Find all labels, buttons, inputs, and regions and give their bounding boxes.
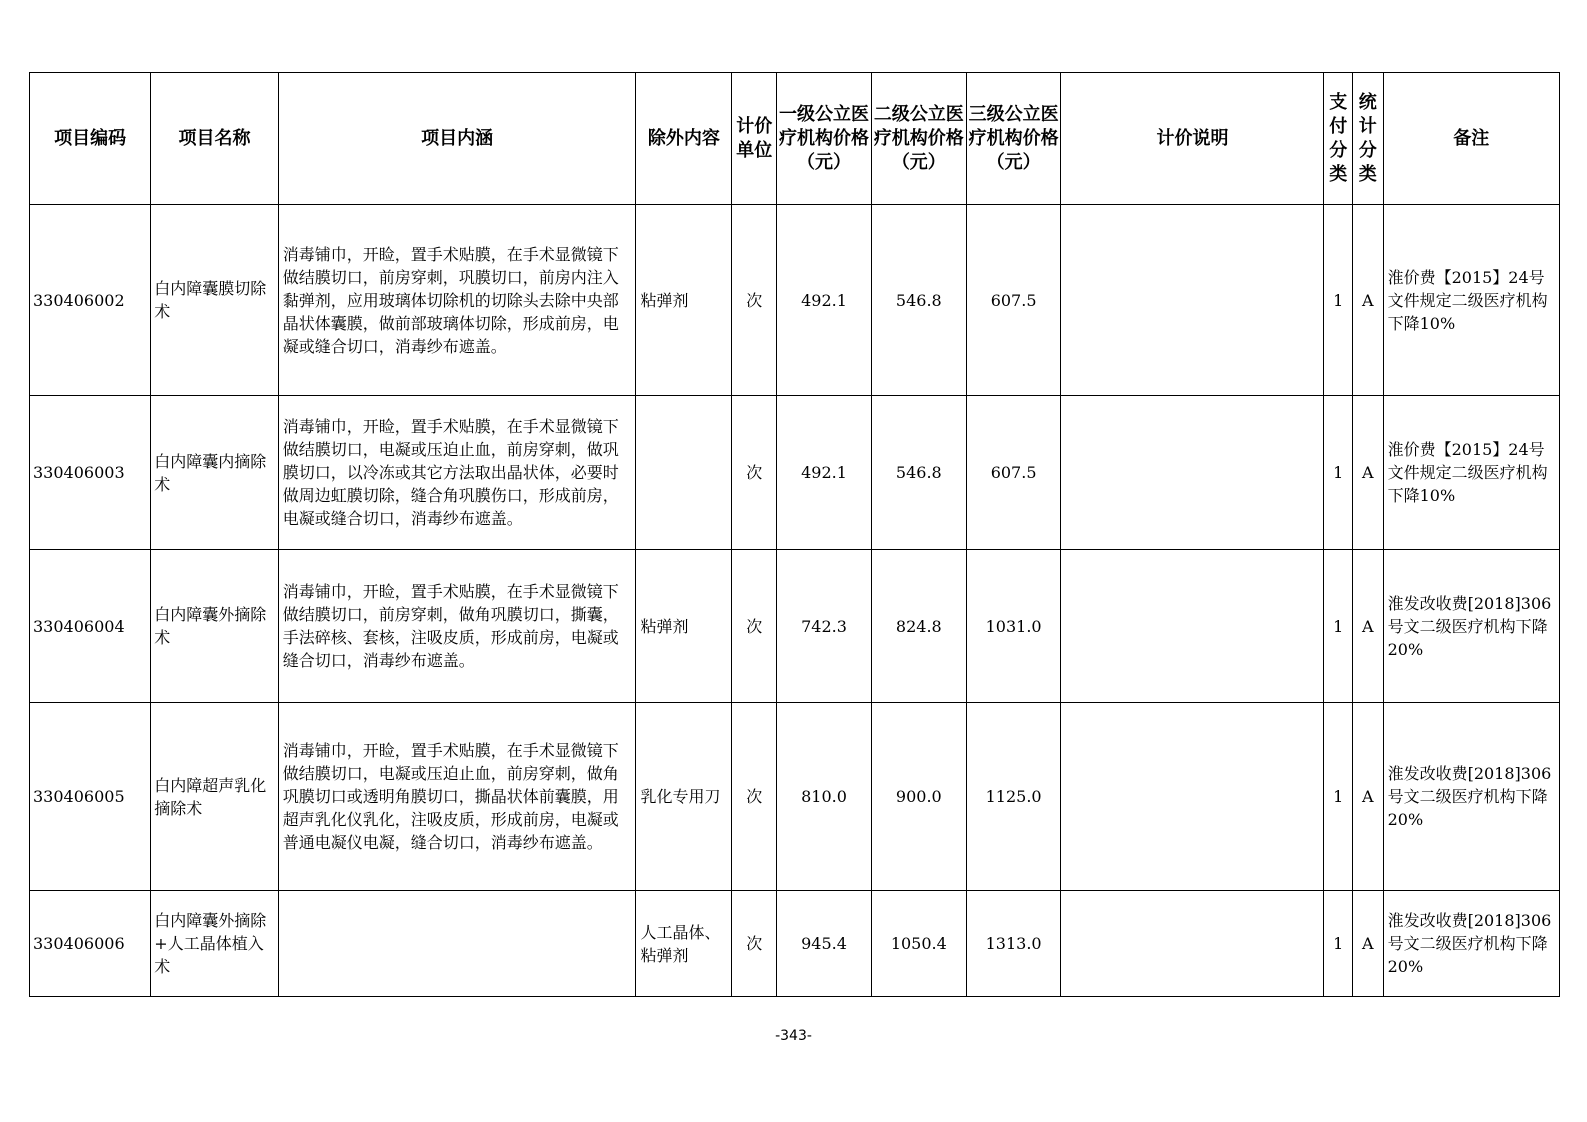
cell-level1-price: 810.0 xyxy=(777,703,872,891)
cell-stat: A xyxy=(1353,891,1384,997)
cell-excluded: 乳化专用刀 xyxy=(636,703,732,891)
cell-level3-price: 1313.0 xyxy=(966,891,1061,997)
cell-level3-price: 1031.0 xyxy=(966,550,1061,703)
cell-level3-price: 607.5 xyxy=(966,396,1061,550)
cell-payment: 1 xyxy=(1324,396,1353,550)
cell-pricing-note xyxy=(1061,550,1324,703)
cell-payment: 1 xyxy=(1324,205,1353,396)
cell-payment: 1 xyxy=(1324,703,1353,891)
cell-payment: 1 xyxy=(1324,550,1353,703)
cell-remark: 淮发改收费[2018]306号文二级医疗机构下降20% xyxy=(1383,703,1559,891)
cell-name: 白内障囊内摘除术 xyxy=(151,396,278,550)
header-level1-price: 一级公立医疗机构价格（元） xyxy=(777,73,872,205)
cell-remark: 淮价费【2015】24号文件规定二级医疗机构下降10% xyxy=(1383,205,1559,396)
cell-code: 330406004 xyxy=(30,550,151,703)
cell-level2-price: 546.8 xyxy=(871,205,966,396)
cell-name: 白内障囊外摘除术 xyxy=(151,550,278,703)
header-level2-price: 二级公立医疗机构价格（元） xyxy=(871,73,966,205)
cell-level1-price: 742.3 xyxy=(777,550,872,703)
cell-name: 白内障囊外摘除+人工晶体植入术 xyxy=(151,891,278,997)
cell-level1-price: 492.1 xyxy=(777,396,872,550)
header-name: 项目名称 xyxy=(151,73,278,205)
cell-level1-price: 945.4 xyxy=(777,891,872,997)
cell-code: 330406005 xyxy=(30,703,151,891)
cell-content: 消毒铺巾，开睑，置手术贴膜，在手术显微镜下做结膜切口，前房穿刺，做角巩膜切口，撕囊，手法碎核、套核，注吸皮质，形成前房，电凝或缝合切口，消毒纱布遮盖。 xyxy=(278,550,636,703)
cell-code: 330406003 xyxy=(30,396,151,550)
cell-level2-price: 546.8 xyxy=(871,396,966,550)
header-level3-price: 三级公立医疗机构价格（元） xyxy=(966,73,1061,205)
header-unit: 计价单位 xyxy=(732,73,777,205)
cell-excluded xyxy=(636,396,732,550)
cell-remark: 淮发改收费[2018]306号文二级医疗机构下降20% xyxy=(1383,891,1559,997)
cell-level3-price: 1125.0 xyxy=(966,703,1061,891)
cell-content: 消毒铺巾，开睑，置手术贴膜，在手术显微镜下做结膜切口，前房穿刺，巩膜切口，前房内注入黏弹剂，应用玻璃体切除机的切除头去除中央部晶状体囊膜，做前部玻璃体切除，形成前房，电凝或缝合切口，消毒纱布遮盖。 xyxy=(278,205,636,396)
cell-level2-price: 900.0 xyxy=(871,703,966,891)
cell-name: 白内障超声乳化摘除术 xyxy=(151,703,278,891)
cell-level2-price: 824.8 xyxy=(871,550,966,703)
header-content: 项目内涵 xyxy=(278,73,636,205)
page-number: -343- xyxy=(775,1028,812,1044)
cell-level3-price: 607.5 xyxy=(966,205,1061,396)
cell-code: 330406002 xyxy=(30,205,151,396)
header-code: 项目编码 xyxy=(30,73,151,205)
cell-stat: A xyxy=(1353,205,1384,396)
header-payment: 支付分类 xyxy=(1324,73,1353,205)
table-row xyxy=(30,550,1560,703)
cell-unit: 次 xyxy=(732,396,777,550)
cell-unit: 次 xyxy=(732,891,777,997)
cell-stat: A xyxy=(1353,703,1384,891)
cell-payment: 1 xyxy=(1324,891,1353,997)
price-table xyxy=(29,72,1560,997)
cell-pricing-note xyxy=(1061,396,1324,550)
cell-remark: 淮发改收费[2018]306号文二级医疗机构下降20% xyxy=(1383,550,1559,703)
header-stat: 统计分类 xyxy=(1353,73,1384,205)
cell-unit: 次 xyxy=(732,205,777,396)
header-excluded: 除外内容 xyxy=(636,73,732,205)
cell-pricing-note xyxy=(1061,703,1324,891)
cell-excluded: 粘弹剂 xyxy=(636,205,732,396)
header-remark: 备注 xyxy=(1383,73,1559,205)
table-row xyxy=(30,396,1560,550)
cell-content: 消毒铺巾，开睑，置手术贴膜，在手术显微镜下做结膜切口，电凝或压迫止血，前房穿刺，做角巩膜切口或透明角膜切口，撕晶状体前囊膜，用超声乳化仪乳化，注吸皮质，形成前房，电凝或普通电凝仪电凝，缝合切口，消毒纱布遮盖。 xyxy=(278,703,636,891)
cell-code: 330406006 xyxy=(30,891,151,997)
cell-pricing-note xyxy=(1061,205,1324,396)
cell-name: 白内障囊膜切除术 xyxy=(151,205,278,396)
cell-content xyxy=(278,891,636,997)
cell-level2-price: 1050.4 xyxy=(871,891,966,997)
cell-unit: 次 xyxy=(732,703,777,891)
cell-pricing-note xyxy=(1061,891,1324,997)
cell-content: 消毒铺巾，开睑，置手术贴膜，在手术显微镜下做结膜切口，电凝或压迫止血，前房穿刺，做巩膜切口，以冷冻或其它方法取出晶状体，必要时做周边虹膜切除，缝合角巩膜伤口，形成前房，电凝或缝合切口，消毒纱布遮盖。 xyxy=(278,396,636,550)
cell-stat: A xyxy=(1353,550,1384,703)
cell-excluded: 人工晶体、粘弹剂 xyxy=(636,891,732,997)
table-row xyxy=(30,703,1560,891)
header-pricing-note: 计价说明 xyxy=(1061,73,1324,205)
cell-stat: A xyxy=(1353,396,1384,550)
header-row xyxy=(30,73,1560,205)
cell-remark: 淮价费【2015】24号文件规定二级医疗机构下降10% xyxy=(1383,396,1559,550)
cell-excluded: 粘弹剂 xyxy=(636,550,732,703)
cell-unit: 次 xyxy=(732,550,777,703)
cell-level1-price: 492.1 xyxy=(777,205,872,396)
table-row xyxy=(30,205,1560,396)
table-row xyxy=(30,891,1560,997)
